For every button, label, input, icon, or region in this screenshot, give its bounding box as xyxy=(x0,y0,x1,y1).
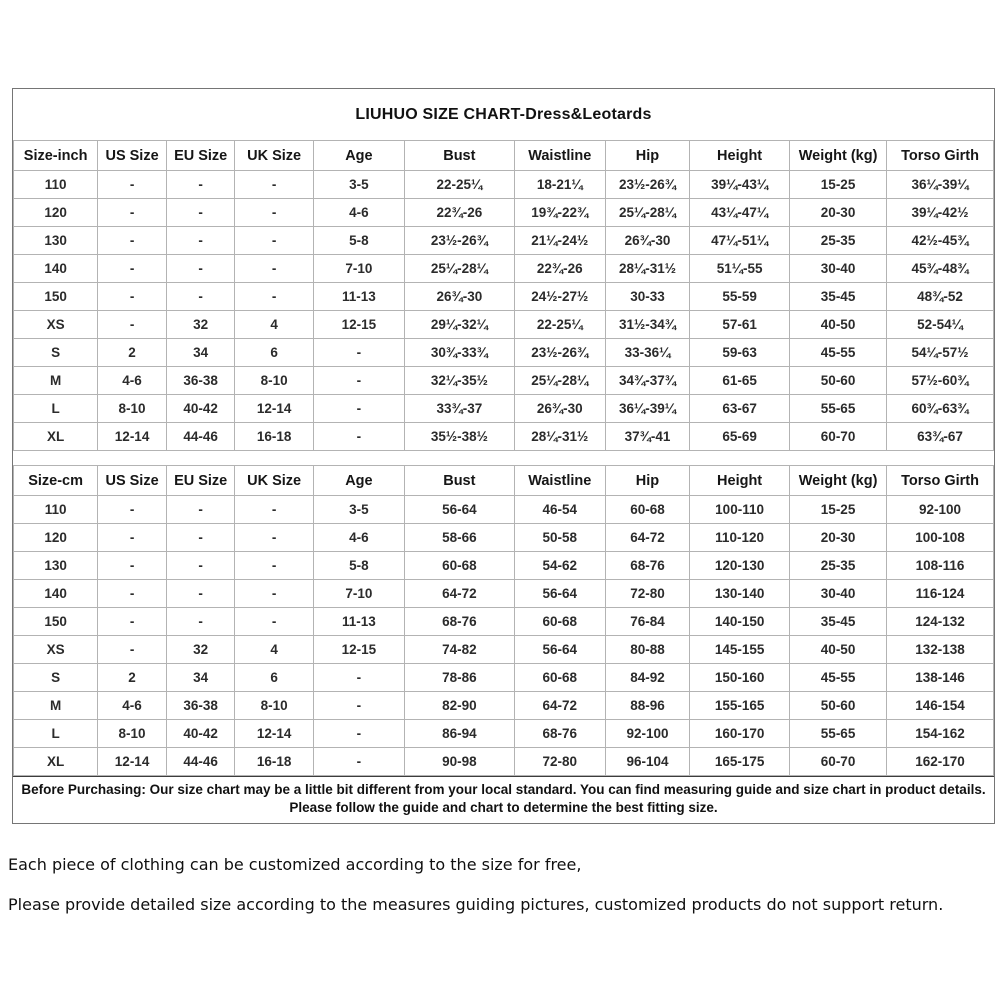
table-row xyxy=(14,636,994,664)
value-cell: - xyxy=(235,524,313,552)
value-cell: - xyxy=(313,367,404,395)
value-cell: - xyxy=(98,199,167,227)
value-cell: - xyxy=(313,339,404,367)
value-cell: 55-65 xyxy=(790,395,887,423)
table-row xyxy=(14,311,994,339)
value-cell: 4-6 xyxy=(98,692,167,720)
footer-customization-line: Each piece of clothing can be customized according to the size for free, xyxy=(8,855,582,874)
value-cell: - xyxy=(235,227,313,255)
value-cell: 60-70 xyxy=(790,748,887,776)
size-label-cell: 120 xyxy=(14,199,98,227)
value-cell: - xyxy=(98,524,167,552)
column-header: Weight (kg) xyxy=(790,141,887,171)
value-cell: 47¼-51¼ xyxy=(690,227,790,255)
value-cell: 32¼-35½ xyxy=(404,367,514,395)
value-cell: 37¾-41 xyxy=(605,423,689,451)
value-cell: 154-162 xyxy=(887,720,994,748)
value-cell: 80-88 xyxy=(605,636,689,664)
value-cell: 74-82 xyxy=(404,636,514,664)
value-cell: - xyxy=(98,283,167,311)
value-cell: - xyxy=(313,748,404,776)
value-cell: - xyxy=(98,171,167,199)
value-cell: - xyxy=(98,255,167,283)
value-cell: 12-14 xyxy=(235,395,313,423)
column-header: US Size xyxy=(98,466,167,496)
value-cell: - xyxy=(98,311,167,339)
value-cell: - xyxy=(166,608,235,636)
value-cell: 61-65 xyxy=(690,367,790,395)
value-cell: 146-154 xyxy=(887,692,994,720)
value-cell: - xyxy=(166,580,235,608)
table-row xyxy=(14,283,994,311)
value-cell: 140-150 xyxy=(690,608,790,636)
value-cell: 4 xyxy=(235,311,313,339)
value-cell: 8-10 xyxy=(235,692,313,720)
value-cell: 155-165 xyxy=(690,692,790,720)
header-row xyxy=(14,141,994,171)
value-cell: - xyxy=(313,423,404,451)
table-row xyxy=(14,255,994,283)
value-cell: 5-8 xyxy=(313,227,404,255)
value-cell: 40-50 xyxy=(790,636,887,664)
value-cell: 110-120 xyxy=(690,524,790,552)
value-cell: 28¼-31½ xyxy=(514,423,605,451)
value-cell: 5-8 xyxy=(313,552,404,580)
table-row xyxy=(14,423,994,451)
column-header: Hip xyxy=(605,141,689,171)
value-cell: 25¼-28¼ xyxy=(514,367,605,395)
value-cell: 60-68 xyxy=(404,552,514,580)
value-cell: 45¾-48¾ xyxy=(887,255,994,283)
value-cell: - xyxy=(313,720,404,748)
value-cell: 72-80 xyxy=(514,748,605,776)
value-cell: 18-21¼ xyxy=(514,171,605,199)
value-cell: 26¾-30 xyxy=(404,283,514,311)
value-cell: 68-76 xyxy=(514,720,605,748)
value-cell: 88-96 xyxy=(605,692,689,720)
value-cell: 4-6 xyxy=(98,367,167,395)
value-cell: 21¼-24½ xyxy=(514,227,605,255)
value-cell: 165-175 xyxy=(690,748,790,776)
table-row xyxy=(14,692,994,720)
value-cell: 132-138 xyxy=(887,636,994,664)
value-cell: 12-15 xyxy=(313,311,404,339)
value-cell: 100-110 xyxy=(690,496,790,524)
table-row xyxy=(14,227,994,255)
value-cell: 25-35 xyxy=(790,552,887,580)
value-cell: 124-132 xyxy=(887,608,994,636)
size-label-cell: 110 xyxy=(14,171,98,199)
value-cell: 3-5 xyxy=(313,171,404,199)
value-cell: 60-70 xyxy=(790,423,887,451)
value-cell: 12-14 xyxy=(98,748,167,776)
value-cell: 24½-27½ xyxy=(514,283,605,311)
value-cell: - xyxy=(98,552,167,580)
value-cell: 64-72 xyxy=(605,524,689,552)
value-cell: 35-45 xyxy=(790,283,887,311)
size-label-cell: 130 xyxy=(14,227,98,255)
value-cell: 63¾-67 xyxy=(887,423,994,451)
value-cell: - xyxy=(166,552,235,580)
value-cell: 50-60 xyxy=(790,367,887,395)
size-table-cm xyxy=(13,465,994,776)
value-cell: 59-63 xyxy=(690,339,790,367)
value-cell: 28¼-31½ xyxy=(605,255,689,283)
value-cell: 90-98 xyxy=(404,748,514,776)
value-cell: 82-90 xyxy=(404,692,514,720)
value-cell: 138-146 xyxy=(887,664,994,692)
value-cell: 116-124 xyxy=(887,580,994,608)
value-cell: 33¾-37 xyxy=(404,395,514,423)
value-cell: 42½-45¾ xyxy=(887,227,994,255)
value-cell: 92-100 xyxy=(887,496,994,524)
value-cell: 16-18 xyxy=(235,423,313,451)
table-row xyxy=(14,748,994,776)
value-cell: 145-155 xyxy=(690,636,790,664)
column-header: Bust xyxy=(404,466,514,496)
value-cell: 162-170 xyxy=(887,748,994,776)
value-cell: 11-13 xyxy=(313,283,404,311)
value-cell: 23½-26¾ xyxy=(404,227,514,255)
value-cell: 20-30 xyxy=(790,199,887,227)
value-cell: 45-55 xyxy=(790,664,887,692)
value-cell: 30-40 xyxy=(790,580,887,608)
value-cell: 54¼-57½ xyxy=(887,339,994,367)
value-cell: 35½-38½ xyxy=(404,423,514,451)
value-cell: 56-64 xyxy=(404,496,514,524)
value-cell: - xyxy=(166,283,235,311)
value-cell: 22-25¼ xyxy=(404,171,514,199)
table-row xyxy=(14,496,994,524)
value-cell: 60-68 xyxy=(605,496,689,524)
size-chart-panel xyxy=(12,88,995,824)
value-cell: 120-130 xyxy=(690,552,790,580)
size-label-cell: 140 xyxy=(14,255,98,283)
value-cell: 8-10 xyxy=(98,720,167,748)
value-cell: 20-30 xyxy=(790,524,887,552)
column-header: UK Size xyxy=(235,141,313,171)
size-label-cell: L xyxy=(14,395,98,423)
value-cell: 78-86 xyxy=(404,664,514,692)
value-cell: 25¼-28¼ xyxy=(404,255,514,283)
value-cell: 34 xyxy=(166,339,235,367)
value-cell: 43¼-47¼ xyxy=(690,199,790,227)
value-cell: - xyxy=(98,636,167,664)
size-label-cell: 150 xyxy=(14,283,98,311)
table-row xyxy=(14,552,994,580)
value-cell: 2 xyxy=(98,339,167,367)
value-cell: - xyxy=(235,580,313,608)
value-cell: 7-10 xyxy=(313,580,404,608)
value-cell: - xyxy=(166,227,235,255)
value-cell: 4-6 xyxy=(313,199,404,227)
table-row xyxy=(14,720,994,748)
size-label-cell: 150 xyxy=(14,608,98,636)
value-cell: 32 xyxy=(166,636,235,664)
table-row xyxy=(14,524,994,552)
value-cell: - xyxy=(235,552,313,580)
value-cell: 34 xyxy=(166,664,235,692)
value-cell: 36-38 xyxy=(166,367,235,395)
value-cell: 30¾-33¾ xyxy=(404,339,514,367)
size-label-cell: 130 xyxy=(14,552,98,580)
value-cell: 55-59 xyxy=(690,283,790,311)
column-header: UK Size xyxy=(235,466,313,496)
value-cell: 52-54¼ xyxy=(887,311,994,339)
value-cell: 32 xyxy=(166,311,235,339)
value-cell: 3-5 xyxy=(313,496,404,524)
column-header: Height xyxy=(690,466,790,496)
value-cell: 8-10 xyxy=(98,395,167,423)
column-header: Waistline xyxy=(514,466,605,496)
value-cell: 40-42 xyxy=(166,720,235,748)
value-cell: 68-76 xyxy=(404,608,514,636)
value-cell: 64-72 xyxy=(514,692,605,720)
value-cell: 7-10 xyxy=(313,255,404,283)
size-table-inch xyxy=(13,140,994,451)
size-label-cell: L xyxy=(14,720,98,748)
value-cell: 56-64 xyxy=(514,636,605,664)
value-cell: 12-14 xyxy=(98,423,167,451)
column-header: Height xyxy=(690,141,790,171)
value-cell: 22¾-26 xyxy=(514,255,605,283)
value-cell: 6 xyxy=(235,664,313,692)
table-row xyxy=(14,395,994,423)
value-cell: 25¼-28¼ xyxy=(605,199,689,227)
size-label-cell: XL xyxy=(14,748,98,776)
value-cell: 30-33 xyxy=(605,283,689,311)
value-cell: 40-50 xyxy=(790,311,887,339)
value-cell: 54-62 xyxy=(514,552,605,580)
value-cell: 64-72 xyxy=(404,580,514,608)
value-cell: 44-46 xyxy=(166,748,235,776)
value-cell: 15-25 xyxy=(790,496,887,524)
size-label-cell: S xyxy=(14,339,98,367)
value-cell: - xyxy=(166,496,235,524)
column-header: Weight (kg) xyxy=(790,466,887,496)
value-cell: - xyxy=(313,395,404,423)
value-cell: 45-55 xyxy=(790,339,887,367)
value-cell: - xyxy=(235,171,313,199)
value-cell: 60-68 xyxy=(514,664,605,692)
value-cell: 4-6 xyxy=(313,524,404,552)
size-label-cell: 110 xyxy=(14,496,98,524)
value-cell: 58-66 xyxy=(404,524,514,552)
value-cell: - xyxy=(313,692,404,720)
value-cell: - xyxy=(166,171,235,199)
value-cell: - xyxy=(313,664,404,692)
value-cell: 29¼-32¼ xyxy=(404,311,514,339)
value-cell: 12-15 xyxy=(313,636,404,664)
value-cell: - xyxy=(166,199,235,227)
value-cell: 2 xyxy=(98,664,167,692)
header-row xyxy=(14,466,994,496)
table-row xyxy=(14,367,994,395)
value-cell: 72-80 xyxy=(605,580,689,608)
value-cell: 6 xyxy=(235,339,313,367)
value-cell: 60-68 xyxy=(514,608,605,636)
size-label-cell: XS xyxy=(14,311,98,339)
value-cell: 36¼-39¼ xyxy=(887,171,994,199)
value-cell: 31½-34¾ xyxy=(605,311,689,339)
value-cell: 68-76 xyxy=(605,552,689,580)
column-header: Size-cm xyxy=(14,466,98,496)
column-header: Bust xyxy=(404,141,514,171)
value-cell: 8-10 xyxy=(235,367,313,395)
value-cell: 4 xyxy=(235,636,313,664)
value-cell: 108-116 xyxy=(887,552,994,580)
value-cell: 65-69 xyxy=(690,423,790,451)
value-cell: 36-38 xyxy=(166,692,235,720)
value-cell: 39¼-43¼ xyxy=(690,171,790,199)
value-cell: 44-46 xyxy=(166,423,235,451)
value-cell: 12-14 xyxy=(235,720,313,748)
value-cell: 150-160 xyxy=(690,664,790,692)
value-cell: 76-84 xyxy=(605,608,689,636)
value-cell: 34¾-37¾ xyxy=(605,367,689,395)
value-cell: 57-61 xyxy=(690,311,790,339)
value-cell: - xyxy=(166,255,235,283)
value-cell: 19¾-22¾ xyxy=(514,199,605,227)
column-header: Size-inch xyxy=(14,141,98,171)
value-cell: 60¾-63¾ xyxy=(887,395,994,423)
value-cell: 46-54 xyxy=(514,496,605,524)
value-cell: 100-108 xyxy=(887,524,994,552)
value-cell: 15-25 xyxy=(790,171,887,199)
value-cell: 23½-26¾ xyxy=(605,171,689,199)
table-row xyxy=(14,580,994,608)
value-cell: - xyxy=(166,524,235,552)
value-cell: - xyxy=(235,199,313,227)
size-label-cell: S xyxy=(14,664,98,692)
value-cell: 39¼-42½ xyxy=(887,199,994,227)
column-header: Waistline xyxy=(514,141,605,171)
purchasing-note: Before Purchasing: Our size chart may be a little bit different from your local standard. You can find measuring guide and size chart in product details. Please follow the guide and chart to determine the best fitting size. xyxy=(13,776,994,823)
value-cell: 55-65 xyxy=(790,720,887,748)
value-cell: 26¾-30 xyxy=(514,395,605,423)
value-cell: 25-35 xyxy=(790,227,887,255)
value-cell: 33-36¼ xyxy=(605,339,689,367)
size-label-cell: XL xyxy=(14,423,98,451)
value-cell: 22-25¼ xyxy=(514,311,605,339)
value-cell: 48¾-52 xyxy=(887,283,994,311)
value-cell: - xyxy=(235,496,313,524)
chart-title: LIUHUO SIZE CHART-Dress&Leotards xyxy=(355,105,652,123)
value-cell: 30-40 xyxy=(790,255,887,283)
value-cell: 130-140 xyxy=(690,580,790,608)
column-header: US Size xyxy=(98,141,167,171)
value-cell: - xyxy=(235,608,313,636)
value-cell: 86-94 xyxy=(404,720,514,748)
footer-return-policy-line: Please provide detailed size according to the measures guiding pictures, customized products do not support return. xyxy=(8,895,944,914)
value-cell: 35-45 xyxy=(790,608,887,636)
value-cell: 26¾-30 xyxy=(605,227,689,255)
value-cell: - xyxy=(98,227,167,255)
table-row xyxy=(14,171,994,199)
column-header: Hip xyxy=(605,466,689,496)
column-header: Torso Girth xyxy=(887,141,994,171)
value-cell: 50-58 xyxy=(514,524,605,552)
value-cell: 50-60 xyxy=(790,692,887,720)
value-cell: 22¾-26 xyxy=(404,199,514,227)
size-label-cell: XS xyxy=(14,636,98,664)
value-cell: 23½-26¾ xyxy=(514,339,605,367)
value-cell: 51¼-55 xyxy=(690,255,790,283)
value-cell: 11-13 xyxy=(313,608,404,636)
value-cell: - xyxy=(98,496,167,524)
value-cell: - xyxy=(98,580,167,608)
value-cell: - xyxy=(235,255,313,283)
table-spacer xyxy=(13,451,994,465)
value-cell: 36¼-39¼ xyxy=(605,395,689,423)
value-cell: 84-92 xyxy=(605,664,689,692)
value-cell: 96-104 xyxy=(605,748,689,776)
table-row xyxy=(14,664,994,692)
value-cell: 40-42 xyxy=(166,395,235,423)
column-header: Age xyxy=(313,466,404,496)
value-cell: 160-170 xyxy=(690,720,790,748)
size-label-cell: 140 xyxy=(14,580,98,608)
column-header: Age xyxy=(313,141,404,171)
column-header: EU Size xyxy=(166,466,235,496)
value-cell: 56-64 xyxy=(514,580,605,608)
value-cell: 92-100 xyxy=(605,720,689,748)
table-row xyxy=(14,199,994,227)
value-cell: - xyxy=(235,283,313,311)
value-cell: 16-18 xyxy=(235,748,313,776)
size-label-cell: M xyxy=(14,367,98,395)
size-label-cell: M xyxy=(14,692,98,720)
column-header: Torso Girth xyxy=(887,466,994,496)
size-label-cell: 120 xyxy=(14,524,98,552)
value-cell: 63-67 xyxy=(690,395,790,423)
value-cell: - xyxy=(98,608,167,636)
value-cell: 57½-60¾ xyxy=(887,367,994,395)
column-header: EU Size xyxy=(166,141,235,171)
table-row xyxy=(14,608,994,636)
table-row xyxy=(14,339,994,367)
